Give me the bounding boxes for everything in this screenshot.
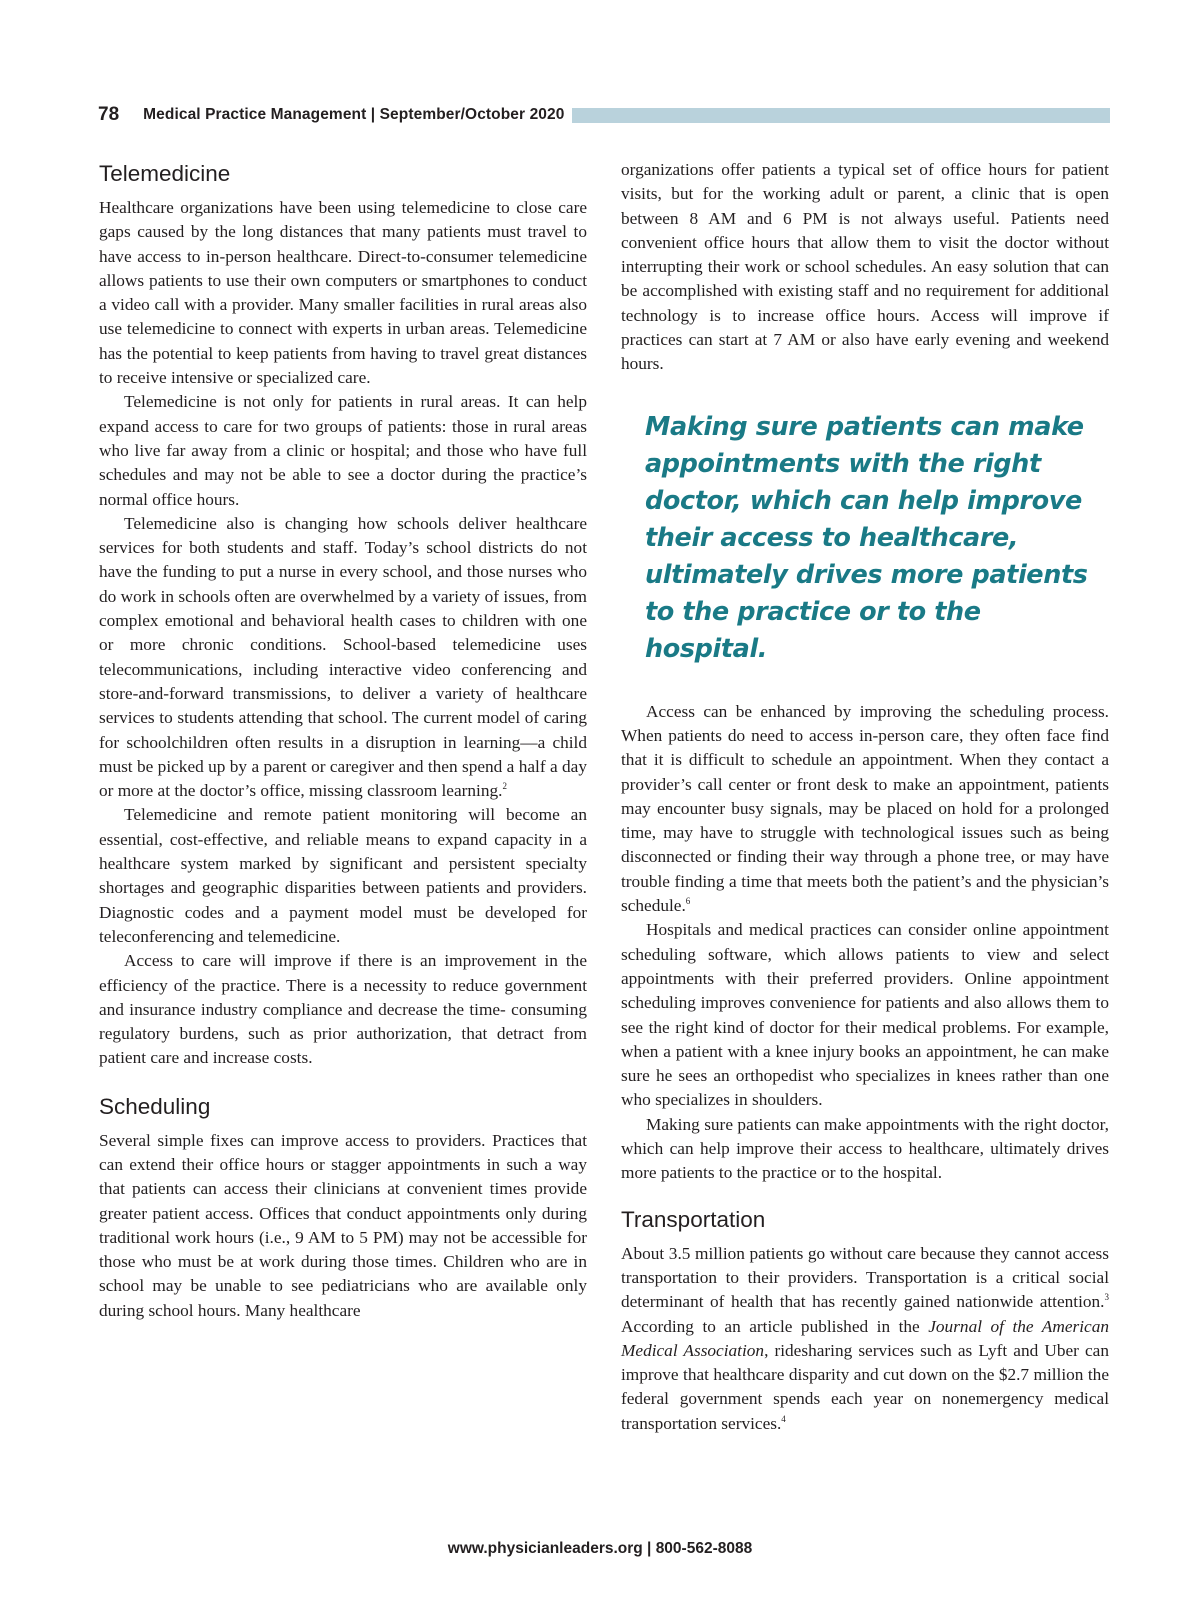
reference-marker: 3 (1104, 1292, 1109, 1303)
paragraph: organizations offer patients a typical set of office hours for patient visits, but for the working adult or parent, a clinic that is open between 8 AM and 6 PM is not always useful. Patients need convenient office hours that allow them to visit the doctor without interrupting their work or school schedules. An easy solution that can be accomplished with existing staff and no requirement for additional technology is to increase office hours. Access will improve if practices can start at 7 AM or also have early evening and weekend hours. (621, 160, 1109, 374)
paragraph-text: About 3.5 million patients go without care because they cannot access transportation to their providers. Transportation is a critical social determinant of health that has recently gained nationwide attention. (621, 1243, 1109, 1312)
paragraph: Hospitals and medical practices can consider online appointment scheduling software, which allows patients to view and select appointments with their preferred providers. Online appointment scheduling improves convenience for patients and also allows them to see the right kind of doctor for their medical problems. For example, when a patient with a knee injury books an appointment, he can make sure he sees an orthopedist who specializes in knees rather than one who specializes in shoulders. (621, 920, 1109, 1110)
page-footer: www.physicianleaders.org | 800-562-8088 (447, 1540, 753, 1557)
paragraph: Telemedicine is not only for patients in rural areas. It can help expand access to care for two groups of patients: those in rural areas who live far away from a clinic or hospital; and those who have full schedules and may not be able to see a doctor during the practice’s normal office hours. (99, 392, 587, 509)
paragraph (621, 700, 1109, 919)
reference-marker: 6 (685, 896, 691, 907)
right-column (621, 158, 1109, 1436)
reference-marker: 2 (502, 781, 507, 792)
paragraph-text: Access can be enhanced by improving the scheduling process. When patients do need to access in-person care, they often face find that it is difficult to schedule an appointment. When they contact a provider’s call center or front desk to make an appointment, patients may encounter busy signals, may be placed on hold for a prolonged time, may have to struggle with technological issues such as being disconnected or finding their way through a phone tree, or may have trouble finding a time that meets both the patient’s and the physician’s schedule. (621, 701, 1109, 916)
paragraph (99, 512, 587, 804)
paragraph: Making sure patients can make appointments with the right doctor, which can help improve their access to healthcare, ultimately drives more patients to the practice or to the hospital. (621, 1114, 1109, 1183)
scheduling-heading: Scheduling (99, 1093, 211, 1119)
paragraph: Access to care will improve if there is an improvement in the efficiency of the practice. There is a necessity to reduce government and insurance industry compliance and decrease the time- consuming regulatory burdens, such as prior authorization, that detract from patient care and increase costs. (99, 951, 587, 1068)
paragraph-text: , ridesharing services such as Lyft and Uber can improve that healthcare disparity and cut down on the $2.7 million the federal government spends each year on nonemergency medical transportation services. (621, 1340, 1109, 1433)
paragraph (621, 1242, 1109, 1436)
paragraph-text: Telemedicine also is changing how schools deliver healthcare services for both students and staff. Today’s school districts do not have the funding to put a nurse in every school, and those nurses who do work in schools often are overwhelmed by a variety of issues, from complex emotional and behavioral health cases to children with one or more chronic conditions. School-based telemedicine uses telecommunications, including interactive video conferencing and store-and-forward transmissions, to deliver a variety of healthcare services to students attending that school. The current model of caring for schoolchildren often results in a disruption in learning—a child must be picked up by a parent or caregiver and then spend a half a day or more at the doctor’s office, missing classroom learning. (99, 513, 587, 801)
left-column (99, 160, 587, 1323)
paragraph: Several simple fixes can improve access to providers. Practices that can extend their office hours or stagger appointments in such a way that patients can access their clinicians at convenient times provide greater patient access. Offices that conduct appointments only during traditional work hours (i.e., 9 AM to 5 PM) may not be accessible for those who must be at work during those times. Children who are in school may be unable to see pediatricians who are available only during school hours. Many healthcare (99, 1130, 587, 1320)
page-number: 78 (98, 104, 120, 125)
page-header (98, 102, 1110, 128)
paragraph: Healthcare organizations have been using telemedicine to close care gaps caused by the long distances that many patients must travel to have access to in-person healthcare. Direct-to-consumer telemedicine allows patients to use their own computers or smartphones to conduct a video call with a provider. Many smaller facilities in rural areas also use telemedicine to connect with experts in urban areas. Telemedicine has the potential to keep patients from having to travel great distances to receive intensive or specialized care. (99, 198, 587, 388)
transportation-heading: Transportation (621, 1206, 766, 1232)
header-rule (572, 108, 1110, 123)
paragraph: Telemedicine and remote patient monitoring will become an essential, cost-effective, and reliable means to expand capacity in a healthcare system marked by significant and persistent specialty shortages and geographic disparities between patients and providers. Diagnostic codes and a payment model must be developed for teleconferencing and telemedicine. (99, 805, 587, 946)
reference-marker: 4 (781, 1413, 786, 1424)
paragraph-text: According to an article published in the (621, 1316, 929, 1336)
pull-quote: Making sure patients can make appointments with the right doctor, which can help improve their access to healthcare, ultimately drives more patients to the practice or to the hospital. (645, 411, 1088, 664)
journal-title: Medical Practice Management | September/October 2020 (143, 106, 565, 123)
telemedicine-heading: Telemedicine (99, 161, 231, 186)
journal-citation: Journal of the American Medical Association (621, 1316, 1109, 1360)
